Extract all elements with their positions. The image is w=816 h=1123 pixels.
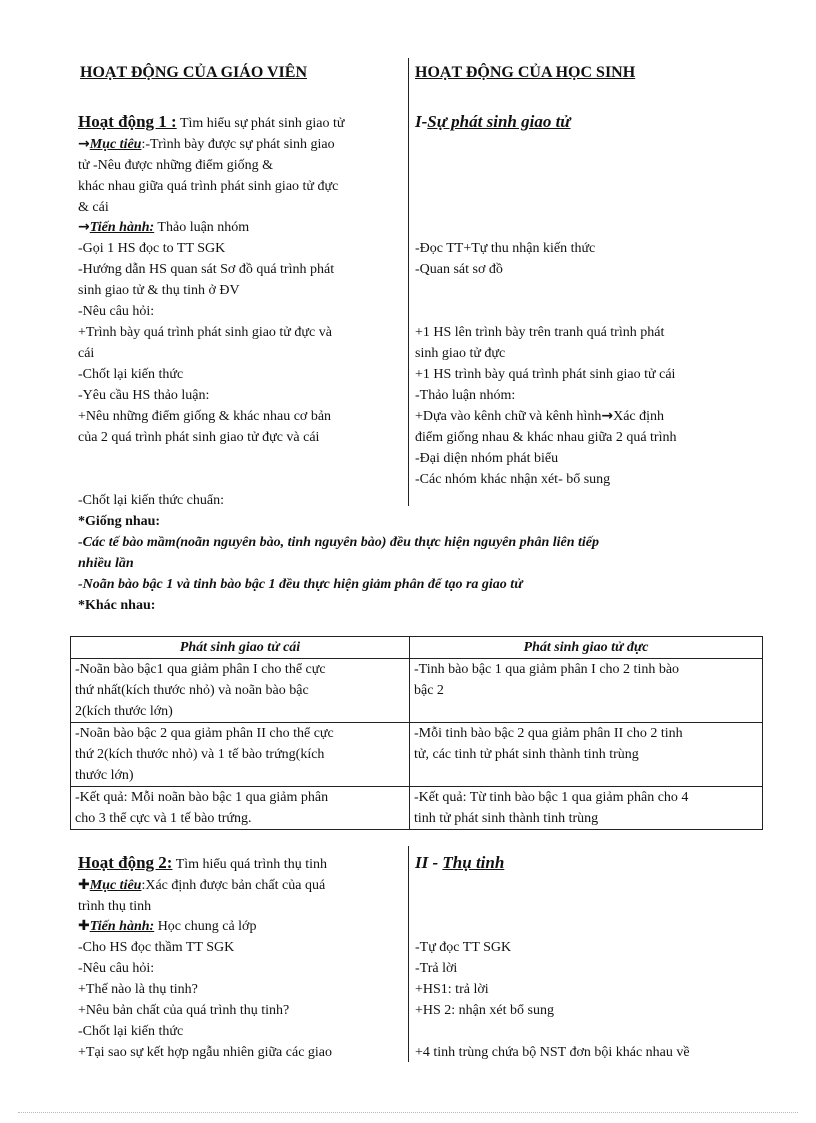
- activity-1-title: Hoạt động 1 : Tìm hiểu sự phát sinh giao tử: [78, 112, 345, 131]
- activity-2-goal-line: trình thụ tinh: [78, 899, 152, 914]
- teacher-line: cái: [78, 346, 95, 361]
- activity-2-title: Hoạt động 2: Tìm hiểu quá trình thụ tinh: [78, 853, 327, 872]
- teacher-line: sinh giao tử & thụ tinh ở ĐV: [78, 283, 240, 298]
- teacher-line: +Thế nào là thụ tinh?: [78, 982, 198, 997]
- arrow-icon: →: [78, 136, 90, 152]
- teacher-line: -Nêu câu hỏi:: [78, 304, 155, 319]
- column-divider-bottom: [408, 846, 409, 1062]
- student-line: -Trả lời: [415, 961, 458, 976]
- arrow-icon: →: [78, 219, 90, 235]
- table-cell-male: -Kết quả: Từ tinh bào bậc 1 qua giảm phân cho 4 tinh tử phát sinh thành tinh trùng: [410, 787, 763, 830]
- table-header-male: Phát sinh giao tử đực: [410, 637, 763, 659]
- student-column-header: HOẠT ĐỘNG CỦA HỌC SINH: [415, 64, 636, 81]
- activity-2-goal: ✚Mục tiêu:Xác định được bản chất của quá: [78, 877, 326, 893]
- student-line: sinh giao tử đực: [415, 346, 506, 361]
- teacher-line: của 2 quá trình phát sinh giao tử đực và cái: [78, 430, 320, 445]
- student-line: điểm giống nhau & khác nhau giữa 2 quá trình: [415, 430, 677, 445]
- activity-1-procedure: →Tiến hành: Thảo luận nhóm: [78, 219, 250, 235]
- similarity-line: -Các tế bào mầm(noãn nguyên bào, tinh nguyên bào) đều thực hiện nguyên phân liên tiếp: [78, 535, 600, 550]
- teacher-line: +Nêu bản chất của quá trình thụ tinh?: [78, 1003, 290, 1018]
- similarities-label: *Giống nhau:: [78, 514, 161, 529]
- student-line: +1 HS lên trình bày trên tranh quá trình phát: [415, 325, 665, 340]
- comparison-table: [70, 636, 763, 830]
- section-1-title: I-Sự phát sinh giao tử: [415, 112, 571, 131]
- activity-1-goal-line: & cái: [78, 200, 109, 215]
- table-cell-female: -Noãn bào bậc1 qua giảm phân I cho thể cực thứ nhất(kích thước nhỏ) và noãn bào bậc 2(kích thước lớn): [71, 659, 410, 723]
- activity-1-goal: →Mục tiêu:-Trình bày được sự phát sinh giao: [78, 136, 335, 152]
- student-line: +1 HS trình bày quá trình phát sinh giao tử cái: [415, 367, 676, 382]
- teacher-line: +Nêu những điểm giống & khác nhau cơ bản: [78, 409, 332, 424]
- student-line: -Quan sát sơ đồ: [415, 262, 503, 277]
- table-header-row: [71, 637, 763, 659]
- student-line: -Thảo luận nhóm:: [415, 388, 516, 403]
- section-2-title: II - Thụ tinh: [415, 853, 505, 872]
- table-row: [71, 787, 763, 830]
- teacher-line: -Chốt lại kiến thức: [78, 1024, 184, 1039]
- table-cell-female: -Kết quả: Mỗi noãn bào bậc 1 qua giảm phân cho 3 thể cực và 1 tế bào trứng.: [71, 787, 410, 830]
- activity-1-goal-line: khác nhau giữa quá trình phát sinh giao tử đực: [78, 179, 339, 194]
- teacher-line: +Tại sao sự kết hợp ngẫu nhiên giữa các giao: [78, 1045, 333, 1060]
- table-row: [71, 659, 763, 723]
- teacher-line: -Cho HS đọc thầm TT SGK: [78, 940, 235, 955]
- plus-icon: ✚: [78, 877, 90, 893]
- student-line: -Các nhóm khác nhận xét- bổ sung: [415, 472, 611, 487]
- teacher-column-header: HOẠT ĐỘNG CỦA GIÁO VIÊN: [80, 64, 307, 81]
- page-bottom-rule: [18, 1112, 798, 1113]
- student-line: -Đại diện nhóm phát biểu: [415, 451, 559, 466]
- teacher-line: -Chốt lại kiến thức: [78, 367, 184, 382]
- teacher-line: -Hướng dẫn HS quan sát Sơ đồ quá trình phát: [78, 262, 335, 277]
- student-line: +HS1: trả lời: [415, 982, 489, 997]
- student-line: +HS 2: nhận xét bổ sung: [415, 1003, 554, 1018]
- arrow-icon: →: [601, 408, 614, 424]
- differences-label: *Khác nhau:: [78, 598, 156, 613]
- student-line: +Dựa vào kênh chữ và kênh hình→Xác định: [415, 408, 665, 424]
- teacher-line: -Nêu câu hỏi:: [78, 961, 155, 976]
- table-cell-female: -Noãn bào bậc 2 qua giảm phân II cho thể cực thứ 2(kích thước nhỏ) và 1 tế bào trứng(kích thước lớn): [71, 723, 410, 787]
- similarity-line: nhiều lần: [78, 556, 134, 571]
- table-row: [71, 723, 763, 787]
- student-line: +4 tinh trùng chứa bộ NST đơn bội khác nhau về: [415, 1045, 690, 1060]
- table-header-female: Phát sinh giao tử cái: [71, 637, 410, 659]
- column-divider-top: [408, 58, 409, 506]
- table-cell-male: -Tinh bào bậc 1 qua giảm phân I cho 2 tinh bào bậc 2: [410, 659, 763, 723]
- plus-icon: ✚: [78, 918, 90, 934]
- teacher-line: +Trình bày quá trình phát sinh giao tử đực và: [78, 325, 332, 340]
- table-cell-male: -Mỗi tinh bào bậc 2 qua giảm phân II cho 2 tinh tử, các tinh tử phát sinh thành tinh trùng: [410, 723, 763, 787]
- teacher-line: -Gọi 1 HS đọc to TT SGK: [78, 241, 226, 256]
- activity-2-procedure: ✚Tiến hành: Học chung cả lớp: [78, 918, 257, 934]
- teacher-line: -Yêu cầu HS thảo luận:: [78, 388, 210, 403]
- similarity-line: -Noãn bào bậc 1 và tinh bào bậc 1 đều thực hiện giảm phân để tạo ra giao tử: [78, 577, 523, 592]
- activity-1-goal-line: tử -Nêu được những điểm giống &: [78, 158, 274, 173]
- student-line: -Tự đọc TT SGK: [415, 940, 512, 955]
- student-line: -Đọc TT+Tự thu nhận kiến thức: [415, 241, 596, 256]
- teacher-line: -Chốt lại kiến thức chuẩn:: [78, 493, 224, 508]
